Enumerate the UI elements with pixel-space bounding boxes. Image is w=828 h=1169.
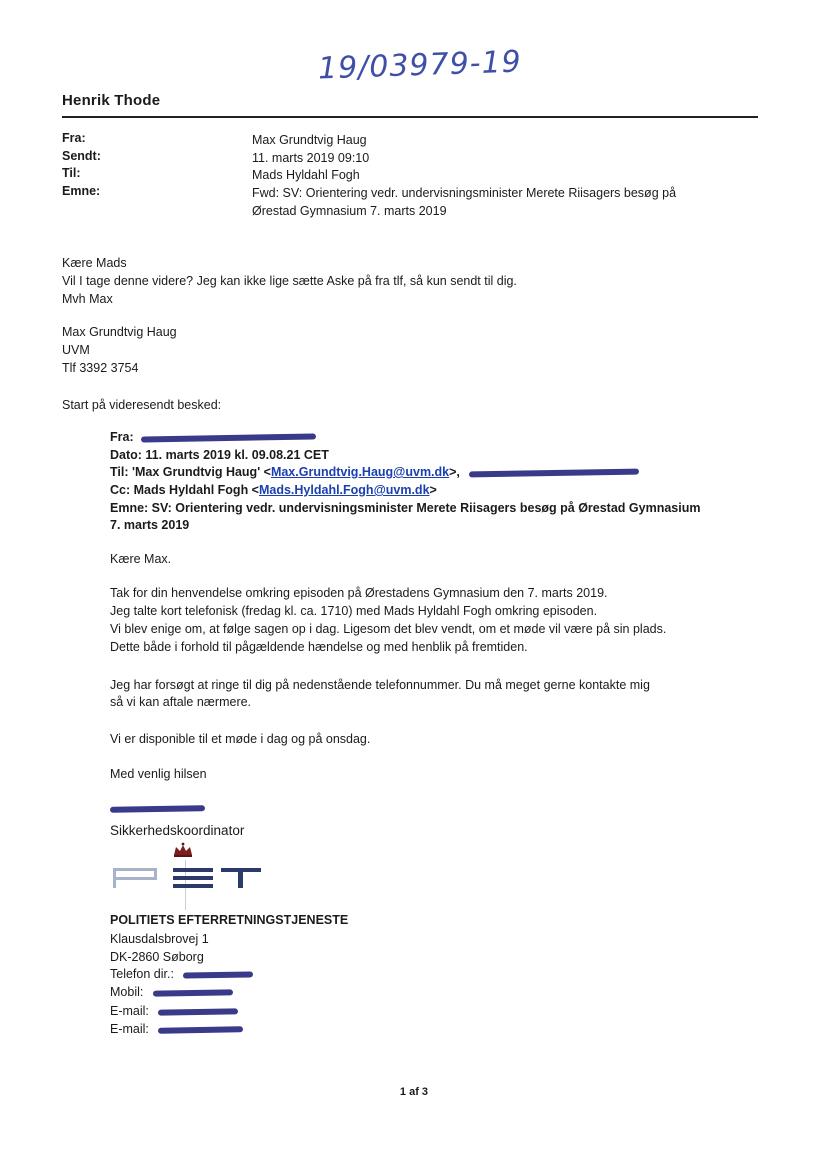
fwd-p3: Vi er disponible til et møde i dag og på onsdag.: [110, 732, 371, 746]
redaction-bar: [183, 971, 253, 978]
fwd-cc-email-link[interactable]: Mads.Hyldahl.Fogh@uvm.dk: [258, 483, 430, 497]
printed-by-name: Henrik Thode: [62, 92, 161, 109]
email-row-2: [110, 1021, 730, 1038]
fwd-date: Dato: 11. marts 2019 kl. 09.08.21 CET: [110, 448, 329, 462]
crown-icon: [172, 842, 194, 858]
agency-address-1: Klausdalsbrovej 1: [110, 932, 209, 946]
agency-name: POLITIETS EFTERRETNINGSTJENESTE: [110, 913, 349, 927]
header-subject-label: Emne:: [62, 184, 101, 198]
fwd-cc-suffix: >: [429, 483, 437, 497]
fwd-to-prefix: Til: 'Max Grundtvig Haug' <: [110, 465, 271, 479]
sig-redacted-name: [110, 800, 730, 817]
redaction-bar: [110, 805, 205, 813]
mobile-row: [110, 984, 730, 1001]
redaction-bar: [141, 433, 316, 442]
fwd-from-label: Fra:: [110, 430, 134, 444]
header-from-value: Max Grundtvig Haug: [252, 133, 367, 147]
header-from-label: Fra:: [62, 131, 86, 145]
pet-logo-icon: [113, 866, 263, 890]
mobile-label: Mobil:: [110, 985, 144, 999]
fwd-subject-line-1: Emne: SV: Orientering vedr. undervisningsminister Merete Riisagers besøg på Ørestad Gymnasium: [110, 501, 701, 515]
body-greeting: Kære Mads: [62, 256, 127, 270]
phone-label: Telefon dir.:: [110, 967, 174, 981]
redaction-bar: [158, 1008, 238, 1015]
fwd-p1-line-3: Vi blev enige om, at følge sagen op i dag. Ligesom det blev vendt, om et møde vil være på sin plads.: [110, 622, 667, 636]
header-to-label: Til:: [62, 166, 81, 180]
forward-intro: Start på videresendt besked:: [62, 398, 222, 412]
case-number-stamp: 19/03979-19: [317, 44, 523, 87]
fwd-to-row: [110, 464, 730, 481]
header-rule: [62, 116, 758, 118]
header-to-value: Mads Hyldahl Fogh: [252, 168, 360, 182]
sig-org: UVM: [62, 343, 90, 357]
fwd-from-row: [110, 429, 730, 446]
fwd-p1-line-2: Jeg talte kort telefonisk (fredag kl. ca. 1710) med Mads Hyldahl Fogh omkring episoden.: [110, 604, 598, 618]
header-subject-value: Fwd: SV: Orientering vedr. undervisningsminister Merete Riisagers besøg på Ørestad Gymnasium 7. marts 2019: [252, 186, 677, 218]
sig-title: Sikkerhedskoordinator: [110, 823, 245, 838]
page-number: 1 af 3: [399, 1086, 429, 1098]
header-sent-label: Sendt:: [62, 149, 101, 163]
fwd-closing: Med venlig hilsen: [110, 767, 207, 781]
email-row-1: [110, 1003, 730, 1020]
sig-name: Max Grundtvig Haug: [62, 325, 177, 339]
agency-address-2: DK-2860 Søborg: [110, 950, 204, 964]
fwd-cc-prefix: Cc: Mads Hyldahl Fogh <: [110, 483, 259, 497]
body-signoff: Mvh Max: [62, 292, 113, 306]
email-label-1: E-mail:: [110, 1004, 149, 1018]
sig-phone: Tlf 3392 3754: [62, 361, 139, 375]
fwd-to-email-link[interactable]: Max.Grundtvig.Haug@uvm.dk: [270, 465, 450, 479]
phone-row: [110, 966, 730, 983]
redaction-bar: [469, 468, 639, 477]
email-label-2: E-mail:: [110, 1022, 149, 1036]
fwd-p2-line-2: så vi kan aftale nærmere.: [110, 695, 252, 709]
body-line-1: Vil I tage denne videre? Jeg kan ikke lige sætte Aske på fra tlf, så kun sendt til dig.: [62, 274, 517, 288]
fwd-cc-row: [110, 482, 730, 499]
fwd-to-suffix: >,: [449, 465, 460, 479]
fwd-p2-line-1: Jeg har forsøgt at ringe til dig på nedenstående telefonnummer. Du må meget gerne kontakte mig: [110, 678, 650, 692]
fwd-p1-line-4: Dette både i forhold til pågældende hændelse og med henblik på fremtiden.: [110, 640, 528, 654]
fwd-p1-line-1: Tak for din henvendelse omkring episoden på Ørestadens Gymnasium den 7. marts 2019.: [110, 586, 608, 600]
redaction-bar: [153, 989, 233, 996]
header-sent-value: 11. marts 2019 09:10: [252, 151, 370, 165]
redaction-bar: [158, 1026, 243, 1033]
fwd-subject-line-2: 7. marts 2019: [110, 518, 190, 532]
fwd-greeting: Kære Max.: [110, 552, 172, 566]
